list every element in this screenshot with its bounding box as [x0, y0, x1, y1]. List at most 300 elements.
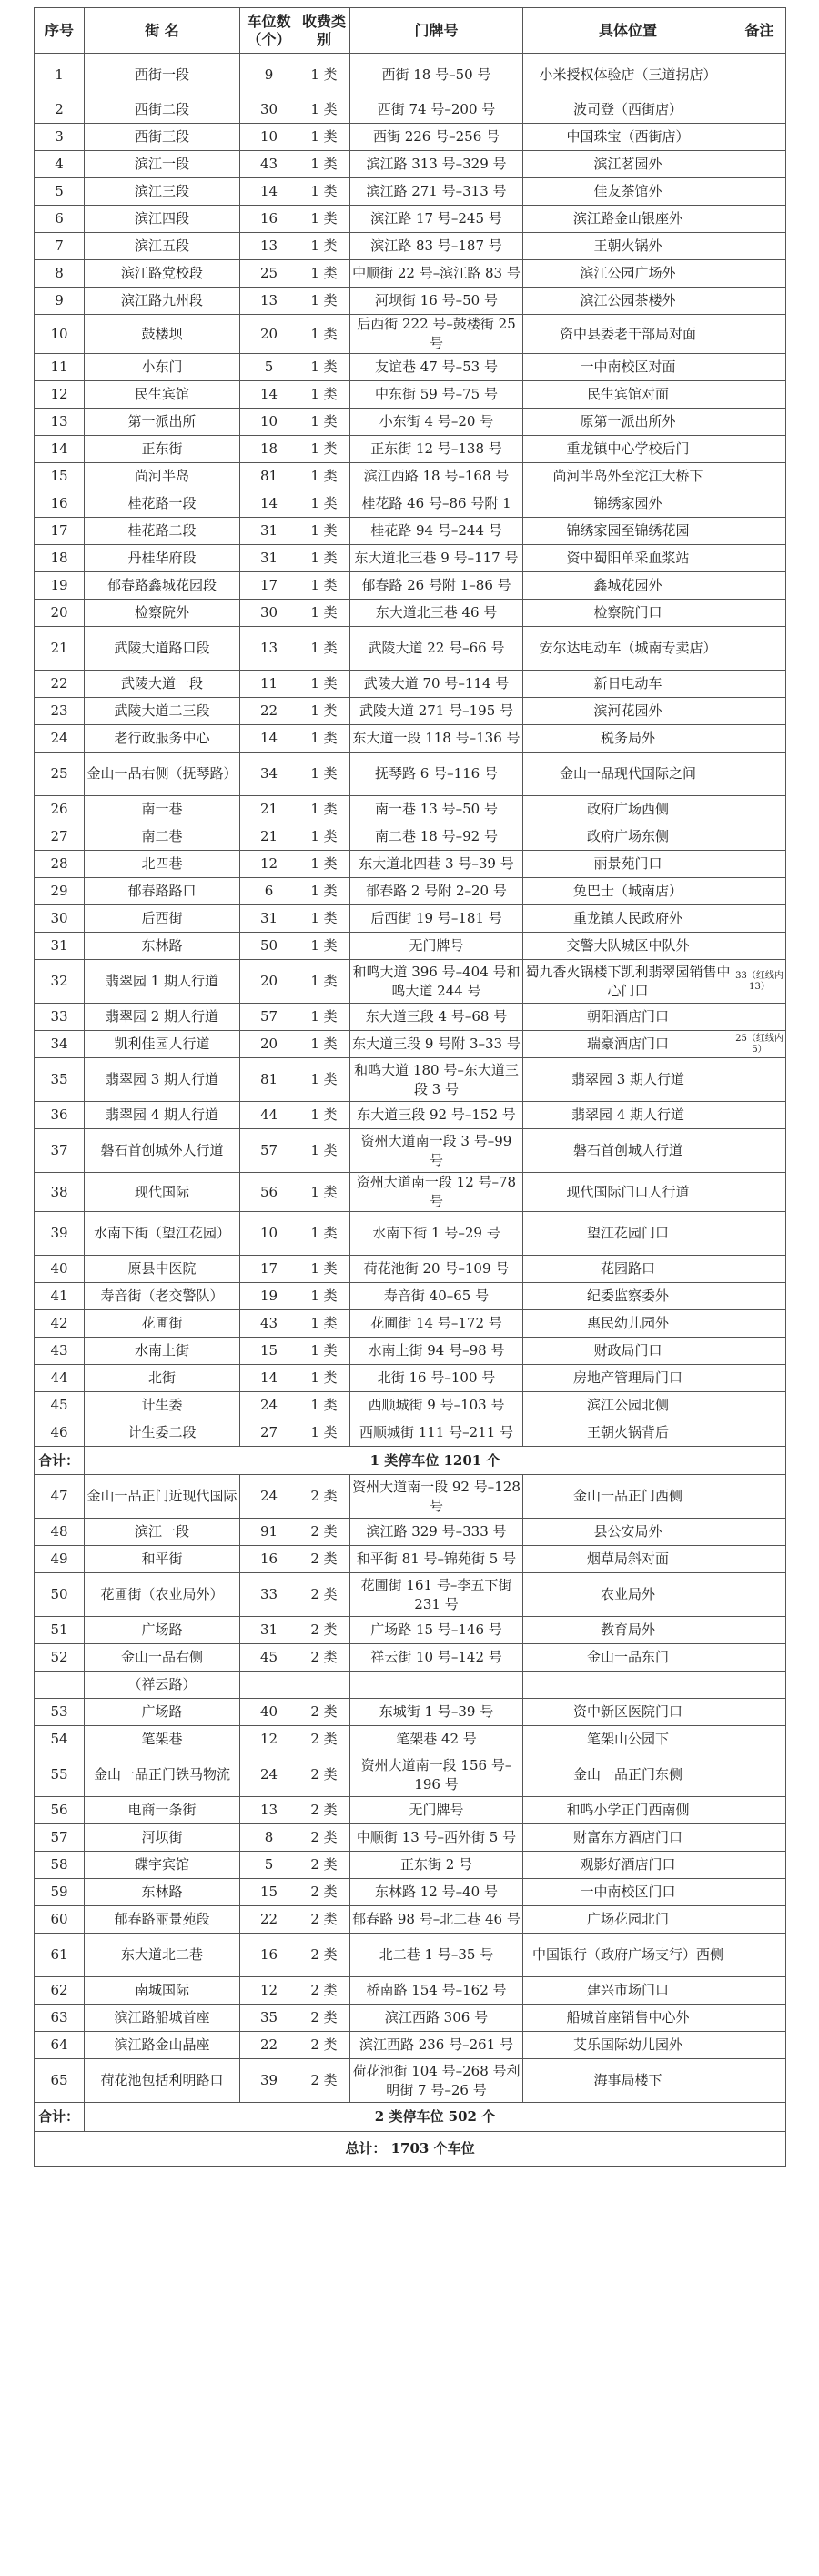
row-street: 丹桂华府段: [85, 545, 240, 572]
row-category: 1 类: [298, 572, 350, 600]
row-no: 44: [35, 1365, 85, 1392]
row-count: 24: [240, 1753, 298, 1797]
row-no: 59: [35, 1879, 85, 1906]
row-location: 滨江茗园外: [523, 151, 733, 178]
row-address: 滨江路 17 号–245 号: [350, 206, 523, 233]
row-category: 2 类: [298, 2005, 350, 2032]
table-row: [35, 1726, 786, 1753]
row-address: 中顺街 22 号–滨江路 83 号: [350, 260, 523, 288]
row-address: [350, 1672, 523, 1699]
row-location: 重龙镇人民政府外: [523, 905, 733, 933]
row-note: [733, 753, 786, 796]
table-row: [35, 1310, 786, 1338]
row-count: 31: [240, 1617, 298, 1644]
row-category: 2 类: [298, 1726, 350, 1753]
table-row: [35, 1824, 786, 1852]
row-location: 金山一品东门: [523, 1644, 733, 1672]
row-street: 寿音街（老交警队）: [85, 1283, 240, 1310]
row-no: 8: [35, 260, 85, 288]
row-note: [733, 354, 786, 381]
row-address: 资州大道南一段 12 号–78 号: [350, 1173, 523, 1212]
row-no: 61: [35, 1934, 85, 1977]
row-no: 33: [35, 1004, 85, 1031]
row-street: 花圃街: [85, 1310, 240, 1338]
row-location: 滨江公园北侧: [523, 1392, 733, 1419]
subtotal-class1: [35, 1447, 786, 1475]
row-street: 郁春路路口: [85, 878, 240, 905]
table-header-row: [35, 8, 786, 54]
row-note: [733, 315, 786, 354]
row-street: （祥云路）: [85, 1672, 240, 1699]
row-category: 2 类: [298, 2032, 350, 2059]
row-count: 19: [240, 1283, 298, 1310]
row-address: 祥云街 10 号–142 号: [350, 1644, 523, 1672]
class1-rows: [35, 54, 786, 1447]
row-note: [733, 409, 786, 436]
row-count: 45: [240, 1644, 298, 1672]
row-street: 金山一品右侧（抚琴路）: [85, 753, 240, 796]
row-note: [733, 1977, 786, 2005]
row-no: 50: [35, 1573, 85, 1617]
row-address: 东大道三段 4 号–68 号: [350, 1004, 523, 1031]
row-no: 34: [35, 1031, 85, 1058]
row-count: 30: [240, 96, 298, 124]
row-no: 19: [35, 572, 85, 600]
row-count: 5: [240, 354, 298, 381]
table-row: [35, 436, 786, 463]
row-note: [733, 1365, 786, 1392]
row-location: 纪委监察委外: [523, 1283, 733, 1310]
row-note: [733, 54, 786, 96]
row-address: 东林路 12 号–40 号: [350, 1879, 523, 1906]
row-count: 20: [240, 315, 298, 354]
row-category: 2 类: [298, 1977, 350, 2005]
row-no: 48: [35, 1519, 85, 1546]
row-street: 翡翠园 2 期人行道: [85, 1004, 240, 1031]
row-note: [733, 288, 786, 315]
row-street: 西街一段: [85, 54, 240, 96]
row-count: [240, 1672, 298, 1699]
row-location: 原第一派出所外: [523, 409, 733, 436]
row-street: 计生委二段: [85, 1419, 240, 1447]
table-row: [35, 851, 786, 878]
row-no: 17: [35, 518, 85, 545]
row-count: 44: [240, 1102, 298, 1129]
row-street: 民生宾馆: [85, 381, 240, 409]
row-street: 滨江路船城首座: [85, 2005, 240, 2032]
row-address: 资州大道南一段 3 号–99 号: [350, 1129, 523, 1173]
row-count: 9: [240, 54, 298, 96]
subtotal-class2: [35, 2103, 786, 2167]
row-category: 1 类: [298, 1283, 350, 1310]
row-no: 40: [35, 1256, 85, 1283]
row-location: 艾乐国际幼儿园外: [523, 2032, 733, 2059]
table-row: [35, 878, 786, 905]
row-category: 1 类: [298, 905, 350, 933]
row-count: 14: [240, 1365, 298, 1392]
row-category: 2 类: [298, 1934, 350, 1977]
row-no: 51: [35, 1617, 85, 1644]
row-category: 1 类: [298, 1419, 350, 1447]
row-note: [733, 1173, 786, 1212]
row-address: 武陵大道 22 号–66 号: [350, 627, 523, 671]
row-note: [733, 1004, 786, 1031]
row-address: 滨江西路 18 号–168 号: [350, 463, 523, 490]
row-no: 53: [35, 1699, 85, 1726]
row-address: 西街 226 号–256 号: [350, 124, 523, 151]
row-address: 桂花路 94 号–244 号: [350, 518, 523, 545]
row-count: 57: [240, 1004, 298, 1031]
row-address: 东城街 1 号–39 号: [350, 1699, 523, 1726]
row-note: [733, 600, 786, 627]
table-row: [35, 1102, 786, 1129]
table-row: [35, 1977, 786, 2005]
row-no: 49: [35, 1546, 85, 1573]
row-location: 鑫城花园外: [523, 572, 733, 600]
table-row: [35, 260, 786, 288]
table-row: [35, 409, 786, 436]
table-row: [35, 1475, 786, 1519]
row-street: 武陵大道二三段: [85, 698, 240, 725]
row-street: 水南下街（望江花园）: [85, 1212, 240, 1256]
row-location: 小米授权体验店（三道拐店）: [523, 54, 733, 96]
row-category: 1 类: [298, 796, 350, 823]
row-count: 25: [240, 260, 298, 288]
row-street: 现代国际: [85, 1173, 240, 1212]
row-count: 24: [240, 1392, 298, 1419]
row-location: 朝阳酒店门口: [523, 1004, 733, 1031]
row-no: 62: [35, 1977, 85, 2005]
table-row: [35, 518, 786, 545]
row-address: 河坝街 16 号–50 号: [350, 288, 523, 315]
table-row: [35, 1753, 786, 1797]
row-count: 31: [240, 545, 298, 572]
row-address: 南一巷 13 号–50 号: [350, 796, 523, 823]
row-no: 16: [35, 490, 85, 518]
row-note: [733, 545, 786, 572]
row-count: 18: [240, 436, 298, 463]
row-street: 滨江路党校段: [85, 260, 240, 288]
row-street: 武陵大道一段: [85, 671, 240, 698]
row-count: 22: [240, 2032, 298, 2059]
row-count: 13: [240, 233, 298, 260]
row-count: 21: [240, 796, 298, 823]
row-address: 资州大道南一段 156 号–196 号: [350, 1753, 523, 1797]
row-location: 滨江公园广场外: [523, 260, 733, 288]
row-category: 2 类: [298, 1879, 350, 1906]
row-category: 2 类: [298, 1546, 350, 1573]
header-location: 具体位置: [523, 8, 733, 54]
row-count: 31: [240, 518, 298, 545]
row-category: 2 类: [298, 1753, 350, 1797]
row-category: 1 类: [298, 54, 350, 96]
row-note: [733, 1934, 786, 1977]
row-address: 南二巷 18 号–92 号: [350, 823, 523, 851]
row-street: 原县中医院: [85, 1256, 240, 1283]
row-address: 资州大道南一段 92 号–128 号: [350, 1475, 523, 1519]
row-location: 政府广场东侧: [523, 823, 733, 851]
row-count: 12: [240, 851, 298, 878]
row-note: [733, 1283, 786, 1310]
row-category: 1 类: [298, 354, 350, 381]
row-count: 13: [240, 288, 298, 315]
row-location: 中国银行（政府广场支行）西侧: [523, 1934, 733, 1977]
row-category: 2 类: [298, 1824, 350, 1852]
row-category: 1 类: [298, 96, 350, 124]
table-row: [35, 1212, 786, 1256]
row-no: 29: [35, 878, 85, 905]
row-no: 47: [35, 1475, 85, 1519]
row-location: 交警大队城区中队外: [523, 933, 733, 960]
row-note: [733, 878, 786, 905]
row-no: 35: [35, 1058, 85, 1102]
row-street: 凯利佳园人行道: [85, 1031, 240, 1058]
row-location: 资中新区医院门口: [523, 1699, 733, 1726]
row-street: 滨江三段: [85, 178, 240, 206]
row-count: 43: [240, 151, 298, 178]
table-row: [35, 1797, 786, 1824]
row-no: 37: [35, 1129, 85, 1173]
row-no: 54: [35, 1726, 85, 1753]
row-note: [733, 1753, 786, 1797]
row-category: 1 类: [298, 878, 350, 905]
row-note: [733, 796, 786, 823]
row-address: 小东街 4 号–20 号: [350, 409, 523, 436]
row-address: 东大道北三巷 46 号: [350, 600, 523, 627]
table-row: [35, 1699, 786, 1726]
row-category: 1 类: [298, 409, 350, 436]
row-category: 2 类: [298, 1906, 350, 1934]
row-category: 1 类: [298, 436, 350, 463]
row-address: 郁春路 98 号–北二巷 46 号: [350, 1906, 523, 1934]
row-category: 2 类: [298, 1852, 350, 1879]
row-location: 惠民幼儿园外: [523, 1310, 733, 1338]
row-count: 16: [240, 1934, 298, 1977]
row-category: 1 类: [298, 671, 350, 698]
row-location: 锦绣家园至锦绣花园: [523, 518, 733, 545]
row-count: 40: [240, 1699, 298, 1726]
row-note: [733, 1699, 786, 1726]
row-no: 28: [35, 851, 85, 878]
row-no: 6: [35, 206, 85, 233]
row-count: 43: [240, 1310, 298, 1338]
row-note: [733, 851, 786, 878]
header-count: 车位数（个）: [240, 8, 298, 54]
row-location: 海事局楼下: [523, 2059, 733, 2103]
header-note: 备注: [733, 8, 786, 54]
row-count: 11: [240, 671, 298, 698]
row-category: 1 类: [298, 1102, 350, 1129]
row-location: 资中蜀阳单采血浆站: [523, 545, 733, 572]
row-count: 81: [240, 463, 298, 490]
row-note: [733, 1058, 786, 1102]
row-no: 60: [35, 1906, 85, 1934]
row-category: 1 类: [298, 851, 350, 878]
row-category: 1 类: [298, 1173, 350, 1212]
row-street: 武陵大道路口段: [85, 627, 240, 671]
table-row: [35, 1256, 786, 1283]
row-location: 兔巴士（城南店）: [523, 878, 733, 905]
table-row: [35, 1906, 786, 1934]
row-count: 14: [240, 490, 298, 518]
row-count: 30: [240, 600, 298, 627]
row-address: 郁春路 2 号附 2–20 号: [350, 878, 523, 905]
table-row: [35, 1852, 786, 1879]
row-location: 观影好酒店门口: [523, 1852, 733, 1879]
row-count: 16: [240, 1546, 298, 1573]
row-location: 金山一品正门西侧: [523, 1475, 733, 1519]
row-no: 57: [35, 1824, 85, 1852]
row-street: 滨江路金山晶座: [85, 2032, 240, 2059]
table-row: [35, 1283, 786, 1310]
row-street: 郁春路鑫城花园段: [85, 572, 240, 600]
row-street: 郁春路丽景苑段: [85, 1906, 240, 1934]
row-address: 水南下街 1 号–29 号: [350, 1212, 523, 1256]
row-street: 广场路: [85, 1617, 240, 1644]
table-row: [35, 151, 786, 178]
row-street: 东林路: [85, 1879, 240, 1906]
row-address: 东大道北四巷 3 号–39 号: [350, 851, 523, 878]
row-count: 17: [240, 572, 298, 600]
table-row: [35, 1031, 786, 1058]
row-location: 房地产管理局门口: [523, 1365, 733, 1392]
row-no: 2: [35, 96, 85, 124]
row-note: [733, 1546, 786, 1573]
row-note: [733, 1129, 786, 1173]
table-row: [35, 288, 786, 315]
row-count: 15: [240, 1879, 298, 1906]
row-street: 东大道北二巷: [85, 1934, 240, 1977]
row-location: 重龙镇中心学校后门: [523, 436, 733, 463]
table-row: [35, 54, 786, 96]
row-count: 20: [240, 960, 298, 1004]
row-street: 西街二段: [85, 96, 240, 124]
row-count: 10: [240, 1212, 298, 1256]
row-address: 抚琴路 6 号–116 号: [350, 753, 523, 796]
row-count: 10: [240, 124, 298, 151]
row-street: 金山一品右侧: [85, 1644, 240, 1672]
row-street: 花圃街（农业局外）: [85, 1573, 240, 1617]
row-category: 1 类: [298, 518, 350, 545]
row-category: 1 类: [298, 1392, 350, 1419]
table-row: [35, 933, 786, 960]
table-row: [35, 1546, 786, 1573]
table-row: [35, 178, 786, 206]
row-address: 和平街 81 号–锦苑街 5 号: [350, 1546, 523, 1573]
row-address: 西顺城街 111 号–211 号: [350, 1419, 523, 1447]
row-note: [733, 1419, 786, 1447]
row-address: 北街 16 号–100 号: [350, 1365, 523, 1392]
row-note: [733, 1573, 786, 1617]
row-no: 27: [35, 823, 85, 851]
row-note: [733, 260, 786, 288]
row-count: 56: [240, 1173, 298, 1212]
row-location: 民生宾馆对面: [523, 381, 733, 409]
row-no: 25: [35, 753, 85, 796]
row-address: 寿音街 40–65 号: [350, 1283, 523, 1310]
row-location: 王朝火锅背后: [523, 1419, 733, 1447]
row-no: 20: [35, 600, 85, 627]
row-no: 4: [35, 151, 85, 178]
row-street: 滨江一段: [85, 151, 240, 178]
row-category: 2 类: [298, 1573, 350, 1617]
row-category: 1 类: [298, 1058, 350, 1102]
row-no: 45: [35, 1392, 85, 1419]
table-row: [35, 698, 786, 725]
row-no: 1: [35, 54, 85, 96]
row-address: 荷花池街 104 号–268 号利明街 7 号–26 号: [350, 2059, 523, 2103]
row-note: [733, 1212, 786, 1256]
row-no: 5: [35, 178, 85, 206]
row-category: 1 类: [298, 1365, 350, 1392]
row-location: 建兴市场门口: [523, 1977, 733, 2005]
row-category: 1 类: [298, 490, 350, 518]
row-location: 王朝火锅外: [523, 233, 733, 260]
table-row: [35, 490, 786, 518]
row-no: 58: [35, 1852, 85, 1879]
row-category: 1 类: [298, 381, 350, 409]
row-location: [523, 1672, 733, 1699]
row-count: 13: [240, 1797, 298, 1824]
row-no: 36: [35, 1102, 85, 1129]
table-row: [35, 1672, 786, 1699]
row-location: 瑞豪酒店门口: [523, 1031, 733, 1058]
row-no: 63: [35, 2005, 85, 2032]
row-note: [733, 1519, 786, 1546]
row-street: 南城国际: [85, 1977, 240, 2005]
row-note: [733, 1338, 786, 1365]
row-note: [733, 2005, 786, 2032]
row-note: [733, 1879, 786, 1906]
row-street: 北四巷: [85, 851, 240, 878]
row-no: 3: [35, 124, 85, 151]
row-address: 东大道三段 92 号–152 号: [350, 1102, 523, 1129]
row-location: 蜀九香火锅楼下凯利翡翠园销售中心门口: [523, 960, 733, 1004]
row-address: 正东街 12 号–138 号: [350, 436, 523, 463]
row-note: [733, 1392, 786, 1419]
row-location: 翡翠园 4 期人行道: [523, 1102, 733, 1129]
row-address: 东大道一段 118 号–136 号: [350, 725, 523, 753]
row-no: 15: [35, 463, 85, 490]
row-count: 20: [240, 1031, 298, 1058]
row-note: [733, 463, 786, 490]
row-count: 13: [240, 627, 298, 671]
row-no: 24: [35, 725, 85, 753]
table-row: [35, 1392, 786, 1419]
row-no: 26: [35, 796, 85, 823]
row-category: 1 类: [298, 288, 350, 315]
row-address: 和鸣大道 396 号–404 号和鸣大道 244 号: [350, 960, 523, 1004]
row-note: [733, 2059, 786, 2103]
row-note: [733, 233, 786, 260]
row-location: 锦绣家园外: [523, 490, 733, 518]
row-category: 2 类: [298, 1617, 350, 1644]
row-street: 荷花池包括利明路口: [85, 2059, 240, 2103]
row-no: [35, 1672, 85, 1699]
row-no: 65: [35, 2059, 85, 2103]
row-location: 广场花园北门: [523, 1906, 733, 1934]
row-location: 中国珠宝（西街店）: [523, 124, 733, 151]
row-count: 5: [240, 1852, 298, 1879]
row-address: 东大道三段 9 号附 3–33 号: [350, 1031, 523, 1058]
row-category: 1 类: [298, 823, 350, 851]
row-note: [733, 518, 786, 545]
row-note: [733, 1644, 786, 1672]
row-note: [733, 572, 786, 600]
row-no: 10: [35, 315, 85, 354]
row-location: 资中县委老干部局对面: [523, 315, 733, 354]
row-count: 22: [240, 1906, 298, 1934]
